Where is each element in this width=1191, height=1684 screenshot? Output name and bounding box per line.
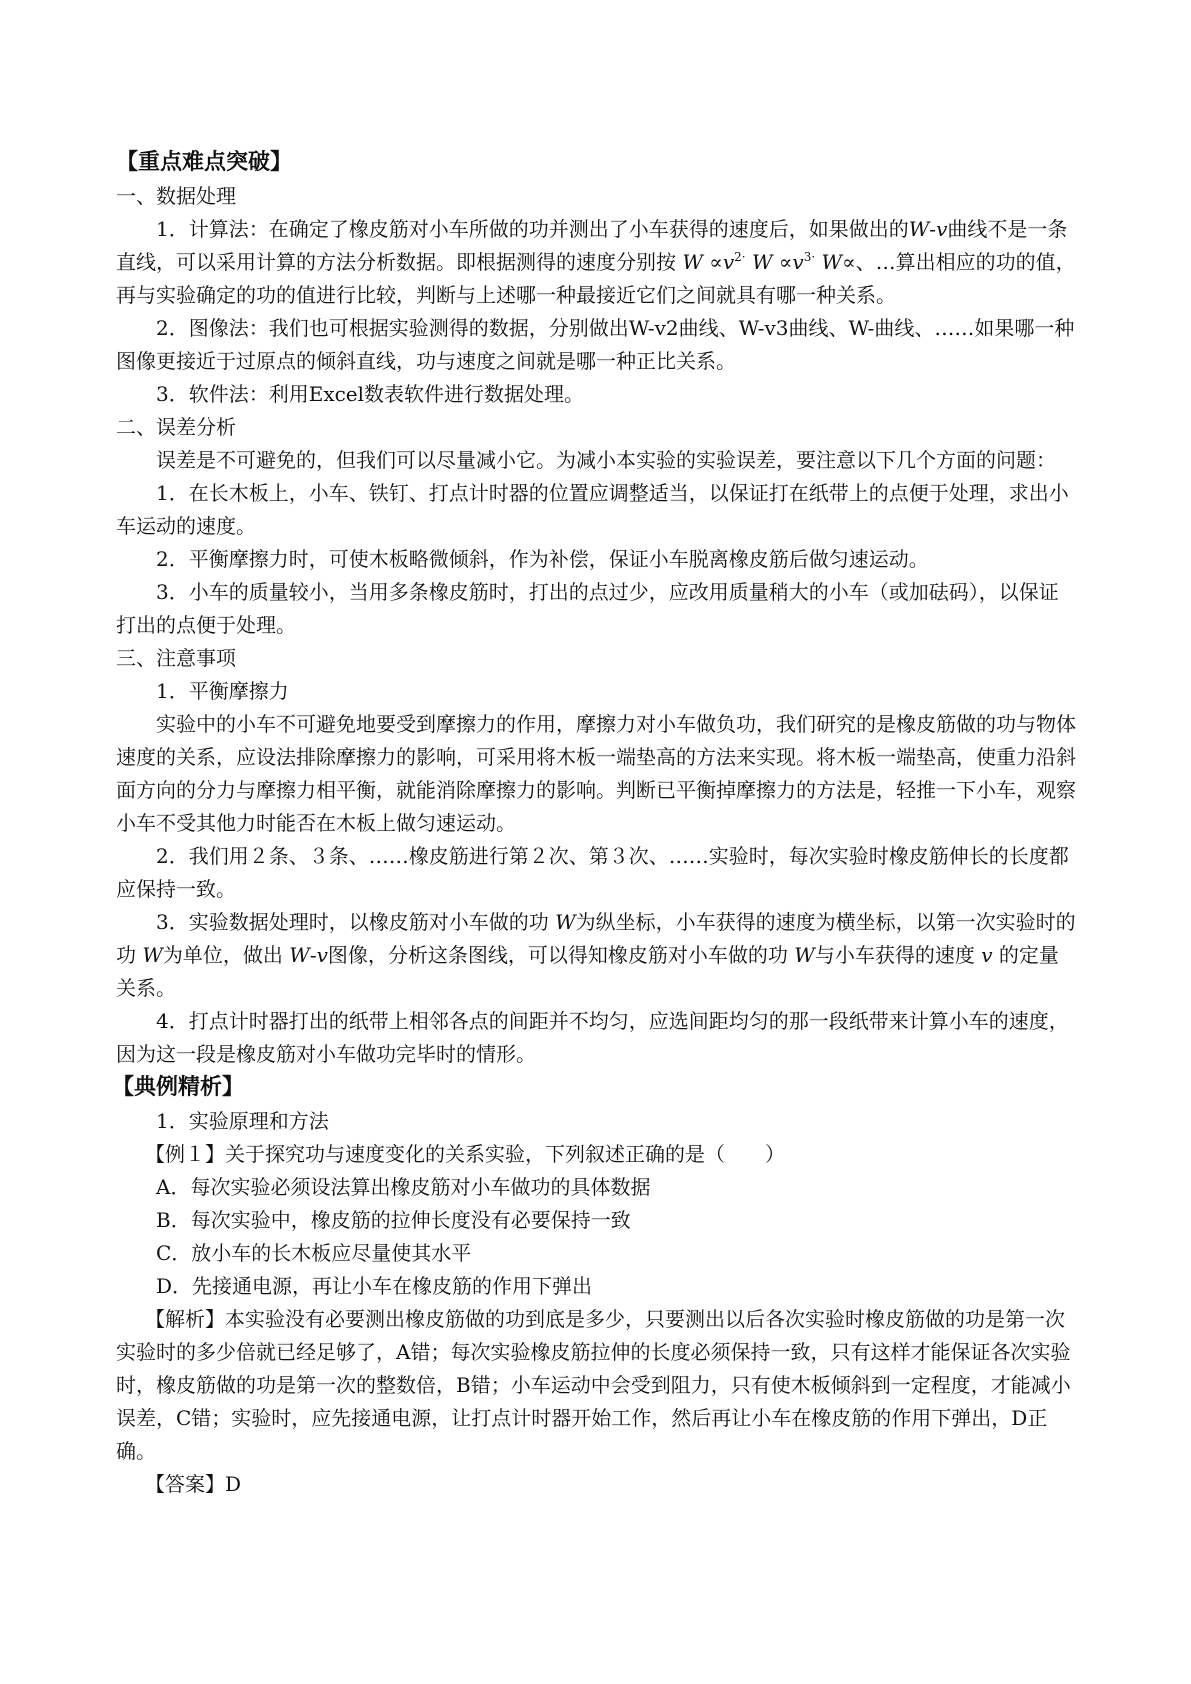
example-1-answer: 【答案】D	[145, 1472, 242, 1496]
section-title-key-points: 【重点难点突破】	[116, 150, 293, 175]
option-a: A．每次实验必须设法算出橡皮筋对小车做功的具体数据	[156, 1175, 651, 1199]
example-1-analysis: 【解析】本实验没有必要测出橡皮筋做的功到底是多少，只要测出以后各次实验时橡皮筋做的功是第一次实验时的多少倍就已经足够了，A错；每次实验橡皮筋拉伸的长度必须保持一致，只有这样才能保证各次实验时，橡皮筋做的功是第一次的整数倍，B错；小车运动中会受到阻力，只有使木板倾斜到一定程度，才能减小误差，C错；实验时，应先接通电源，让打点计时器开始工作，然后再让小车在橡皮筋的作用下弹出，D正确。	[116, 1307, 1071, 1463]
paragraph-software-method: 3．软件法：利用Excel数表软件进行数据处理。	[156, 382, 585, 406]
paragraph-error-1: 1．在长木板上，小车、铁钉、打点计时器的位置应调整适当，以保证打在纸带上的点便于处理，求出小车运动的速度。	[116, 481, 1069, 538]
subheading-principle: 1．实验原理和方法	[156, 1109, 329, 1133]
option-c: C．放小车的长木板应尽量使其水平	[156, 1241, 472, 1265]
paragraph-calculation-method: 1．计算法：在确定了橡皮筋对小车所做的功并测出了小车获得的速度后，如果做出的W-v曲线不是一条直线，可以采用计算的方法分析数据。即根据测得的速度分别按 $W \propto v^{2\cdot}$ $W \propto v^{3\cdot}$ W∝、…算出相应的功的值，再与实验确定的功的值进行比较，判断与上述哪一种最接近它们之间就具有哪一种关系。	[116, 217, 1076, 307]
paragraph-error-2: 2．平衡摩擦力时，可使木板略微倾斜，作为补偿，保证小车脱离橡皮筋后做匀速运动。	[156, 547, 929, 571]
paragraph-note-3: 3．实验数据处理时，以橡皮筋对小车做的功 W为纵坐标，小车获得的速度为横坐标，以第一次实验时的功 W为单位，做出 W-v图像，分析这条图线，可以得知橡皮筋对小车做的功 W与小车获得的速度 v 的定量关系。	[116, 910, 1076, 1000]
paragraph-error-3: 3．小车的质量较小，当用多条橡皮筋时，打出的点过少，应改用质量稍大的小车（或加砝码），以保证打出的点便于处理。	[116, 580, 1059, 637]
document-content	[112, 146, 1076, 1501]
section-title-examples: 【典例精析】	[112, 1075, 245, 1100]
paragraph-error-intro: 误差是不可避免的，但我们可以尽量减小它。为减小本实验的实验误差，要注意以下几个方面的问题：	[156, 448, 1056, 472]
subheading-data-processing: 一、数据处理	[116, 184, 236, 208]
example-1-question: 【例１】关于探究功与速度变化的关系实验，下列叙述正确的是（ ）	[145, 1142, 785, 1166]
paragraph-note-1-title: 1．平衡摩擦力	[156, 679, 289, 703]
paragraph-note-4: 4．打点计时器打出的纸带上相邻各点的间距并不均匀，应选间距均匀的那一段纸带来计算小车的速度，因为这一段是橡皮筋对小车做功完毕时的情形。	[116, 1009, 1069, 1066]
subheading-error-analysis: 二、误差分析	[116, 415, 236, 439]
paragraph-note-2: 2．我们用２条、３条、……橡皮筋进行第２次、第３次、……实验时，每次实验时橡皮筋伸长的长度都应保持一致。	[116, 844, 1069, 901]
option-b: B．每次实验中，橡皮筋的拉伸长度没有必要保持一致	[156, 1208, 631, 1232]
paragraph-note-1-body: 实验中的小车不可避免地要受到摩擦力的作用，摩擦力对小车做负功，我们研究的是橡皮筋做的功与物体速度的关系，应设法排除摩擦力的影响，可采用将木板一端垫高的方法来实现。将木板一端垫高，使重力沿斜面方向的分力与摩擦力相平衡，就能消除摩擦力的影响。判断已平衡掉摩擦力的方法是，轻推一下小车，观察小车不受其他力时能否在木板上做匀速运动。	[116, 712, 1076, 835]
subheading-notes: 三、注意事项	[116, 646, 236, 670]
paragraph-graph-method: 2．图像法：我们也可根据实验测得的数据，分别做出W-v2曲线、W-v3曲线、W-曲线、……如果哪一种图像更接近于过原点的倾斜直线，功与速度之间就是哪一种正比关系。	[116, 316, 1075, 373]
option-d: D．先接通电源，再让小车在橡皮筋的作用下弹出	[156, 1274, 593, 1298]
